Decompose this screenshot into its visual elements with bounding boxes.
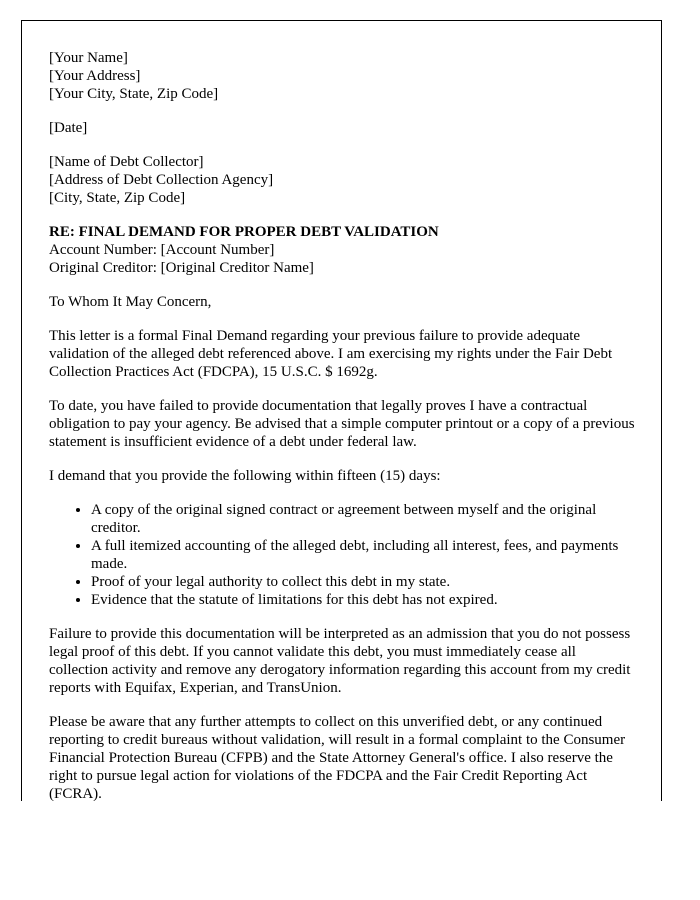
subject-line: RE: FINAL DEMAND FOR PROPER DEBT VALIDATION — [49, 224, 439, 240]
salutation-line: To Whom It May Concern, — [49, 294, 212, 310]
recipient-name-line: [Name of Debt Collector] — [49, 154, 204, 170]
subject-block — [49, 223, 637, 277]
date-line: [Date] — [49, 120, 88, 136]
demand-list — [49, 501, 637, 609]
closing-paragraph-2: Please be aware that any further attempts to collect on this unverified debt, or any continued reporting to credit bureaus without validation, will result in a formal complaint to the Consumer Financial Protection Bureau (CFPB) and the State Attorney General's office. I also reserve the right to pursue legal action for violations of the FDCPA and the Fair Credit Reporting Act (FCRA). — [49, 714, 626, 801]
demand-item-contract: • A copy of the original signed contract or agreement between myself and the original creditor. — [91, 501, 637, 537]
demand-item-authority: • Proof of your legal authority to collect this debt in my state. — [91, 573, 637, 591]
sender-city-state-zip-line: [Your City, State, Zip Code] — [49, 86, 219, 102]
recipient-address-line: [Address of Debt Collection Agency] — [49, 172, 274, 188]
demand-item-accounting: • A full itemized accounting of the alleged debt, including all interest, fees, and payments made. — [91, 537, 637, 573]
closing-paragraph-1: Failure to provide this documentation will be interpreted as an admission that you do not possess legal proof of this debt. If you cannot validate this debt, you must immediately cease all collection activity and remove any derogatory information regarding this account from my credit reports with Equifax, Experian, and TransUnion. — [49, 626, 631, 696]
body-paragraph-2: To date, you have failed to provide documentation that legally proves I have a contractual obligation to pay your agency. Be advised that a simple computer printout or a copy of a previous statement is insufficient evidence of a debt under federal law. — [49, 398, 635, 450]
sender-address-block — [49, 49, 637, 103]
demand-item-statute: • Evidence that the statute of limitations for this debt has not expired. — [91, 591, 637, 609]
demand-intro-paragraph: I demand that you provide the following within fifteen (15) days: — [49, 468, 441, 484]
account-number-line: Account Number: [Account Number] — [49, 242, 275, 258]
letter-document — [21, 20, 662, 801]
recipient-city-state-zip-line: [City, State, Zip Code] — [49, 190, 186, 206]
date-block — [49, 119, 637, 137]
sender-name-line: [Your Name] — [49, 50, 128, 66]
body-paragraph-1: This letter is a formal Final Demand regarding your previous failure to provide adequate validation of the alleged debt referenced above. I am exercising my rights under the Fair Debt Collection Practices Act (FDCPA), 15 U.S.C. $ 1692g. — [49, 328, 613, 380]
recipient-address-block — [49, 153, 637, 207]
salutation — [49, 293, 637, 311]
sender-address-line: [Your Address] — [49, 68, 141, 84]
original-creditor-line: Original Creditor: [Original Creditor Name] — [49, 260, 314, 276]
